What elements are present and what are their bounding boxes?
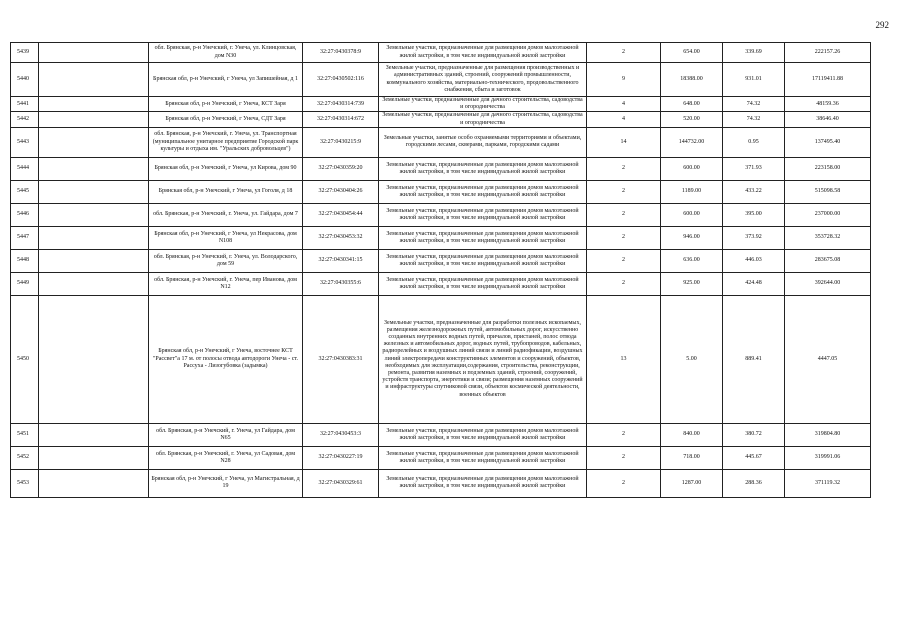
land-usage-cell: Земельные участки, предназначенные для размещения производственных и административных зданий, строений, сооружений промышленности, коммунального хозяйства, материально-технического, продовольственного снабжения, сбыта и заготовок	[379, 63, 587, 97]
cadastral-value-cell: 38646.40	[785, 112, 871, 127]
margin-spacer	[39, 157, 149, 180]
land-usage-cell: Земельные участки, предназначенные для размещения домов малоэтажной жилой застройки, в том числе индивидуальной жилой застройки	[379, 43, 587, 63]
cadastral-number-cell: 32:27:0430341:15	[303, 249, 379, 272]
area-cell: 18388.00	[661, 63, 723, 97]
cadastral-number-cell: 32:27:0430453:32	[303, 226, 379, 249]
row-number: 5451	[11, 423, 39, 446]
table-row	[11, 469, 871, 497]
row-number: 5448	[11, 249, 39, 272]
cadastral-value-cell: 319804.80	[785, 423, 871, 446]
margin-spacer	[39, 249, 149, 272]
cadastral-value-cell: 223158.00	[785, 157, 871, 180]
specific-value-cell: 395.00	[723, 203, 785, 226]
usage-group-cell: 2	[587, 226, 661, 249]
cadastral-number-cell: 32:27:0430383:31	[303, 295, 379, 423]
specific-value-cell: 371.93	[723, 157, 785, 180]
margin-spacer	[39, 226, 149, 249]
usage-group-cell: 2	[587, 469, 661, 497]
cadastral-value-cell: 237000.00	[785, 203, 871, 226]
cadastral-value-cell: 515098.58	[785, 180, 871, 203]
usage-group-cell: 2	[587, 180, 661, 203]
specific-value-cell: 0.95	[723, 127, 785, 157]
table-row	[11, 295, 871, 423]
row-number: 5449	[11, 272, 39, 295]
usage-group-cell: 9	[587, 63, 661, 97]
cadastral-number-cell: 32:27:0430314:739	[303, 97, 379, 112]
usage-group-cell: 2	[587, 43, 661, 63]
cadastral-value-cell: 222157.26	[785, 43, 871, 63]
specific-value-cell: 373.92	[723, 226, 785, 249]
cadastral-value-cell: 137495.40	[785, 127, 871, 157]
area-cell: 718.00	[661, 446, 723, 469]
specific-value-cell: 339.69	[723, 43, 785, 63]
table-row	[11, 157, 871, 180]
usage-group-cell: 13	[587, 295, 661, 423]
address-cell: Брянская обл, р-н Унечский, г Унеча, КСТ Заря	[149, 97, 303, 112]
area-cell: 5.00	[661, 295, 723, 423]
usage-group-cell: 2	[587, 446, 661, 469]
land-usage-cell: Земельные участки, предназначенные для размещения домов малоэтажной жилой застройки, в том числе индивидуальной жилой застройки	[379, 423, 587, 446]
row-number: 5447	[11, 226, 39, 249]
margin-spacer	[39, 97, 149, 112]
table-row	[11, 180, 871, 203]
cadastral-number-cell: 32:27:0430359:20	[303, 157, 379, 180]
cadastral-number-cell: 32:27:0430502:116	[303, 63, 379, 97]
row-number: 5446	[11, 203, 39, 226]
area-cell: 144732.00	[661, 127, 723, 157]
specific-value-cell: 74.32	[723, 112, 785, 127]
cadastral-value-cell: 4447.05	[785, 295, 871, 423]
table-row	[11, 43, 871, 63]
margin-spacer	[39, 469, 149, 497]
table-row	[11, 249, 871, 272]
table-row	[11, 446, 871, 469]
margin-spacer	[39, 295, 149, 423]
land-usage-cell: Земельные участки, предназначенные для дачного строительства, садоводства и огородничества	[379, 112, 587, 127]
cadastral-value-cell: 17119411.88	[785, 63, 871, 97]
row-number: 5440	[11, 63, 39, 97]
area-cell: 520.00	[661, 112, 723, 127]
specific-value-cell: 424.48	[723, 272, 785, 295]
address-cell: обл. Брянская, р-н Унечский, г. Унеча, ул. Володарского, дом 59	[149, 249, 303, 272]
usage-group-cell: 14	[587, 127, 661, 157]
specific-value-cell: 433.22	[723, 180, 785, 203]
area-cell: 648.00	[661, 97, 723, 112]
cadastral-value-cell: 319991.06	[785, 446, 871, 469]
address-cell: Брянская обл, р-н Унечский, г Унеча, ул Гоголя, д 18	[149, 180, 303, 203]
cadastral-value-cell: 48159.36	[785, 97, 871, 112]
area-cell: 946.00	[661, 226, 723, 249]
usage-group-cell: 2	[587, 157, 661, 180]
cadastral-number-cell: 32:27:0430355:6	[303, 272, 379, 295]
table-row	[11, 226, 871, 249]
row-number: 5442	[11, 112, 39, 127]
address-cell: обл. Брянская, р-н Унечский, г. Унеча, ул. Гайдара, дом 7	[149, 203, 303, 226]
specific-value-cell: 380.72	[723, 423, 785, 446]
margin-spacer	[39, 63, 149, 97]
address-cell: Брянская обл, р-н Унечский, г Унеча, восточнее КСТ "Рассвет"а 17 м. от полосы отвода автодороги Унеча - ст. Рассуха - Лизогубовка (задымка)	[149, 295, 303, 423]
land-usage-cell: Земельные участки, предназначенные для размещения домов малоэтажной жилой застройки, в том числе индивидуальной жилой застройки	[379, 249, 587, 272]
specific-value-cell: 74.32	[723, 97, 785, 112]
row-number: 5445	[11, 180, 39, 203]
address-cell: обл. Брянская, р-н Унечский, г. Унеча, ул. Клинцовская, дом N30	[149, 43, 303, 63]
cadastral-number-cell: 32:27:0430329:61	[303, 469, 379, 497]
land-usage-cell: Земельные участки, предназначенные для размещения домов малоэтажной жилой застройки, в том числе индивидуальной жилой застройки	[379, 203, 587, 226]
row-number: 5443	[11, 127, 39, 157]
land-usage-cell: Земельные участки, предназначенные для размещения домов малоэтажной жилой застройки, в том числе индивидуальной жилой застройки	[379, 469, 587, 497]
address-cell: Брянская обл, р-н Унечский, г Унеча, ул Запишейная, д 1	[149, 63, 303, 97]
address-cell: обл. Брянская, р-н Унечский, г. Унеча, ул Садовая, дом N28	[149, 446, 303, 469]
area-cell: 636.00	[661, 249, 723, 272]
area-cell: 600.00	[661, 203, 723, 226]
specific-value-cell: 445.67	[723, 446, 785, 469]
address-cell: Брянская обл, р-н Унечский, г Унеча, ул Магистральная, д 19	[149, 469, 303, 497]
cadastral-number-cell: 32:27:0430453:3	[303, 423, 379, 446]
land-usage-cell: Земельные участки, предназначенные для размещения домов малоэтажной жилой застройки, в том числе индивидуальной жилой застройки	[379, 180, 587, 203]
usage-group-cell: 4	[587, 112, 661, 127]
margin-spacer	[39, 127, 149, 157]
table-row	[11, 97, 871, 112]
margin-spacer	[39, 423, 149, 446]
address-cell: Брянская обл, р-н Унечский, г Унеча, СДТ Заря	[149, 112, 303, 127]
row-number: 5450	[11, 295, 39, 423]
area-cell: 600.00	[661, 157, 723, 180]
margin-spacer	[39, 446, 149, 469]
land-usage-cell: Земельные участки, предназначенные для разработки полезных ископаемых, размещения железнодорожных путей, автомобильных дорог, искусственно созданных внутренних водных путей, причалов, пристаней, полос отвода железных и автомобильных дорог, водных путей, трубопроводов, кабельных, радиорелейных и воздушных линий связи и линий радиофикации, воздушных линий электропередачи конструктивных элементов и сооружений, объектов, необходимых для эксплуатации,содержания, строительства, реконструкции, ремонта, развития наземных и подземных зданий, строений, сооружений, устройств транспорта, энергетики и связи; размещения наземных сооружений и инфраструктуры спутниковой связи, объектов космической деятельности, военных объектов	[379, 295, 587, 423]
table-row	[11, 63, 871, 97]
cadastral-number-cell: 32:27:0430215:9	[303, 127, 379, 157]
specific-value-cell: 931.01	[723, 63, 785, 97]
usage-group-cell: 4	[587, 97, 661, 112]
margin-spacer	[39, 203, 149, 226]
address-cell: обл. Брянская, р-н Унечский, г. Унеча, пер Иванова, дом N12	[149, 272, 303, 295]
margin-spacer	[39, 112, 149, 127]
specific-value-cell: 889.41	[723, 295, 785, 423]
specific-value-cell: 288.36	[723, 469, 785, 497]
table-body	[11, 43, 871, 498]
margin-spacer	[39, 43, 149, 63]
land-usage-cell: Земельные участки, предназначенные для размещения домов малоэтажной жилой застройки, в том числе индивидуальной жилой застройки	[379, 226, 587, 249]
table-row	[11, 272, 871, 295]
row-number: 5439	[11, 43, 39, 63]
cadastral-number-cell: 32:27:0430378:9	[303, 43, 379, 63]
row-number: 5452	[11, 446, 39, 469]
usage-group-cell: 2	[587, 423, 661, 446]
cadastral-number-cell: 32:27:0430404:26	[303, 180, 379, 203]
usage-group-cell: 2	[587, 272, 661, 295]
usage-group-cell: 2	[587, 249, 661, 272]
area-cell: 1189.00	[661, 180, 723, 203]
cadastral-number-cell: 32:27:0430314:672	[303, 112, 379, 127]
area-cell: 1287.00	[661, 469, 723, 497]
page-number: 292	[875, 20, 889, 30]
address-cell: Брянская обл, р-н Унечский, г Унеча, ул Некрасова, дом N108	[149, 226, 303, 249]
usage-group-cell: 2	[587, 203, 661, 226]
address-cell: Брянская обл, р-н Унечский, г Унеча, ул Кирова, дом 90	[149, 157, 303, 180]
address-cell: обл. Брянская, р-н Унечский, г. Унеча, ул. Транспортная (муниципальное унитарное предприятие Городской парк культуры и отдыха им. "Уральских добровольцев")	[149, 127, 303, 157]
area-cell: 840.00	[661, 423, 723, 446]
land-usage-cell: Земельные участки, предназначенные для дачного строительства, садоводства и огородничества	[379, 97, 587, 112]
row-number: 5444	[11, 157, 39, 180]
cadastral-number-cell: 32:27:0430454:44	[303, 203, 379, 226]
margin-spacer	[39, 180, 149, 203]
cadastral-value-table	[10, 42, 871, 498]
land-usage-cell: Земельные участки, предназначенные для размещения домов малоэтажной жилой застройки, в том числе индивидуальной жилой застройки	[379, 272, 587, 295]
row-number: 5441	[11, 97, 39, 112]
row-number: 5453	[11, 469, 39, 497]
land-usage-cell: Земельные участки, предназначенные для размещения домов малоэтажной жилой застройки, в том числе индивидуальной жилой застройки	[379, 157, 587, 180]
cadastral-value-cell: 371119.32	[785, 469, 871, 497]
table-row	[11, 112, 871, 127]
address-cell: обл. Брянская, р-н Унечский, г. Унеча, ул Гайдара, дом N65	[149, 423, 303, 446]
cadastral-value-cell: 353728.32	[785, 226, 871, 249]
table-row	[11, 423, 871, 446]
table-row	[11, 127, 871, 157]
cadastral-value-cell: 283675.08	[785, 249, 871, 272]
table-row	[11, 203, 871, 226]
area-cell: 654.00	[661, 43, 723, 63]
cadastral-value-cell: 392644.00	[785, 272, 871, 295]
cadastral-number-cell: 32:27:0430227:19	[303, 446, 379, 469]
margin-spacer	[39, 272, 149, 295]
area-cell: 925.00	[661, 272, 723, 295]
land-usage-cell: Земельные участки, занятые особо охраняемыми территориями и объектами, городскими лесами, скверами, парками, городскими садами	[379, 127, 587, 157]
specific-value-cell: 446.03	[723, 249, 785, 272]
land-usage-cell: Земельные участки, предназначенные для размещения домов малоэтажной жилой застройки, в том числе индивидуальной жилой застройки	[379, 446, 587, 469]
